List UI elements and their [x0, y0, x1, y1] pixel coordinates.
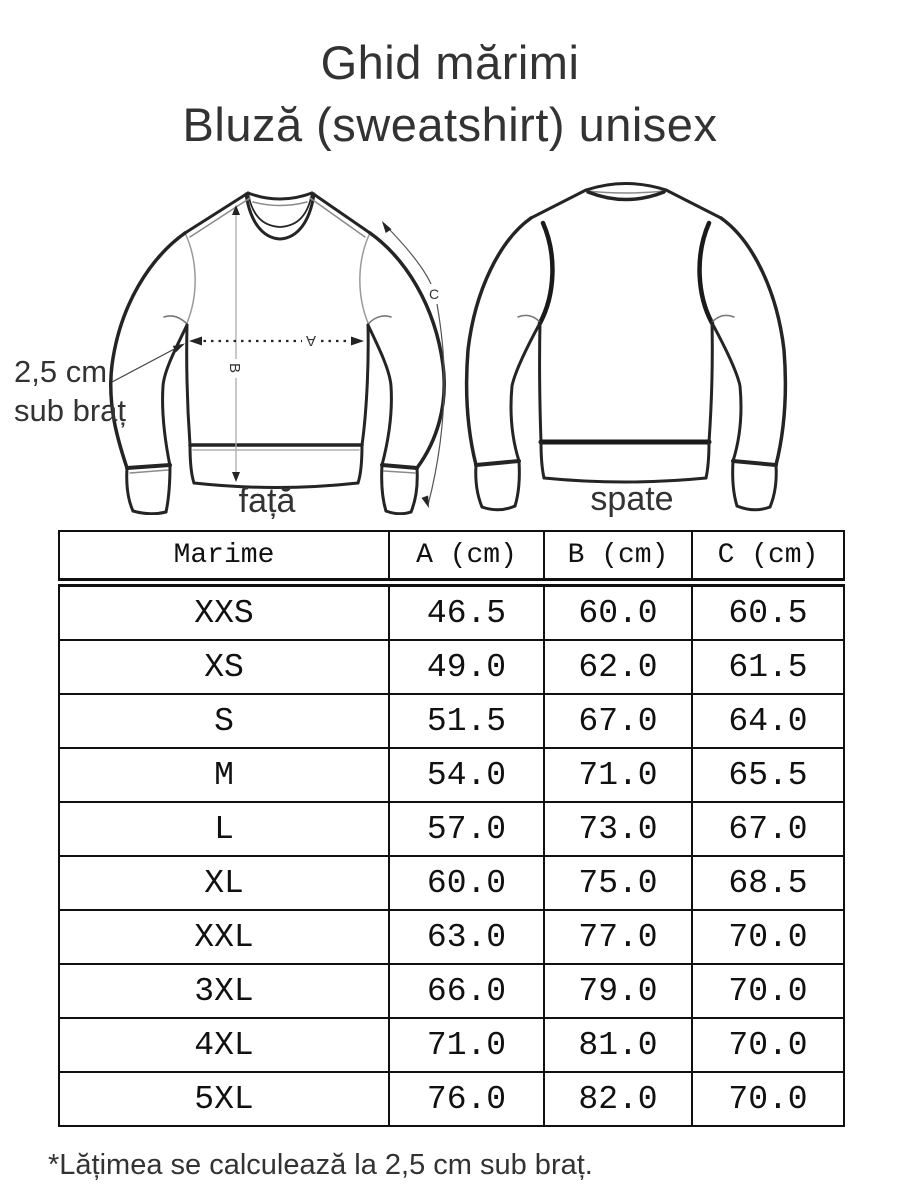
cell-a: 54.0	[389, 748, 544, 802]
cell-a: 71.0	[389, 1018, 544, 1072]
cell-b: 67.0	[544, 694, 692, 748]
cell-c: 70.0	[692, 1072, 844, 1126]
cell-a: 63.0	[389, 910, 544, 964]
cell-c: 70.0	[692, 964, 844, 1018]
header-c: C (cm)	[692, 531, 844, 583]
table-row	[59, 964, 844, 1018]
table-row	[59, 640, 844, 694]
cell-b: 62.0	[544, 640, 692, 694]
cell-a: 49.0	[389, 640, 544, 694]
page-title-line2: Bluză (sweatshirt) unisex	[182, 98, 718, 151]
header-b: B (cm)	[544, 531, 692, 583]
cell-b: 75.0	[544, 856, 692, 910]
cell-b: 82.0	[544, 1072, 692, 1126]
armpit-note-line1: 2,5 cm	[14, 354, 108, 389]
cell-size: 3XL	[59, 964, 389, 1018]
table-row	[59, 856, 844, 910]
cell-size: 4XL	[59, 1018, 389, 1072]
back-view-label: spate	[590, 480, 674, 518]
page-title	[0, 32, 900, 156]
measure-b-line	[226, 205, 244, 482]
table-row	[59, 694, 844, 748]
cell-a: 60.0	[389, 856, 544, 910]
cell-b: 81.0	[544, 1018, 692, 1072]
size-table	[58, 530, 845, 1127]
cell-c: 60.5	[692, 583, 844, 641]
table-row	[59, 910, 844, 964]
header-a: A (cm)	[389, 531, 544, 583]
back-view-drawing	[455, 165, 815, 515]
front-view-label: față	[238, 482, 296, 520]
measure-b-label: B	[226, 362, 243, 374]
footnote: *Lățimea se calculează la 2,5 cm sub braț.	[48, 1149, 593, 1181]
table-row	[59, 1018, 844, 1072]
cell-size: XL	[59, 856, 389, 910]
cell-size: XXS	[59, 583, 389, 641]
cell-c: 70.0	[692, 910, 844, 964]
cell-a: 57.0	[389, 802, 544, 856]
armpit-note	[14, 352, 126, 430]
cell-b: 79.0	[544, 964, 692, 1018]
measure-a-line	[189, 332, 364, 349]
measure-c-label: C	[428, 286, 440, 302]
cell-c: 67.0	[692, 802, 844, 856]
cell-size: XXL	[59, 910, 389, 964]
cell-c: 65.5	[692, 748, 844, 802]
cell-a: 66.0	[389, 964, 544, 1018]
armpit-note-line2: sub braț	[14, 393, 127, 428]
cell-size: XS	[59, 640, 389, 694]
cell-b: 71.0	[544, 748, 692, 802]
table-row	[59, 748, 844, 802]
cell-c: 61.5	[692, 640, 844, 694]
cell-a: 51.5	[389, 694, 544, 748]
page-title-line1: Ghid mărimi	[320, 36, 580, 89]
cell-b: 73.0	[544, 802, 692, 856]
cell-size: L	[59, 802, 389, 856]
table-header-row	[59, 531, 844, 583]
cell-c: 64.0	[692, 694, 844, 748]
table-row	[59, 583, 844, 641]
cell-c: 68.5	[692, 856, 844, 910]
cell-a: 46.5	[389, 583, 544, 641]
cell-size: 5XL	[59, 1072, 389, 1126]
cell-size: S	[59, 694, 389, 748]
measure-a-label: A	[305, 332, 317, 349]
front-view-drawing	[90, 165, 460, 515]
table-row	[59, 1072, 844, 1126]
table-row	[59, 802, 844, 856]
cell-b: 77.0	[544, 910, 692, 964]
header-size: Marime	[59, 531, 389, 583]
cell-c: 70.0	[692, 1018, 844, 1072]
cell-b: 60.0	[544, 583, 692, 641]
cell-a: 76.0	[389, 1072, 544, 1126]
cell-size: M	[59, 748, 389, 802]
